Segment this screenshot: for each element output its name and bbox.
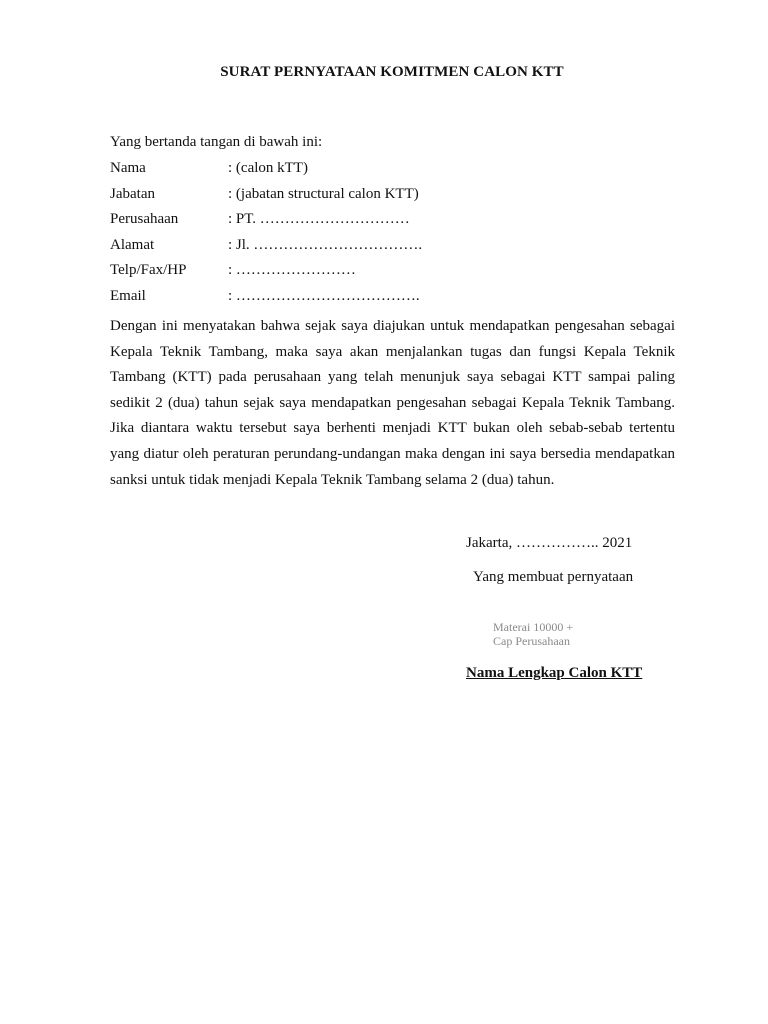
intro-text: Yang bertanda tangan di bawah ini: bbox=[110, 134, 323, 150]
field-value: : (calon kTT) bbox=[228, 160, 308, 176]
field-row-company bbox=[110, 209, 422, 235]
stamp-line: Cap Perusahaan bbox=[493, 634, 570, 648]
place-date: Jakarta, …………….. 2021 bbox=[466, 535, 633, 551]
field-row-address bbox=[110, 235, 422, 261]
field-label: Jabatan bbox=[110, 185, 155, 202]
field-row-name bbox=[110, 158, 422, 184]
field-label: Alamat bbox=[110, 236, 155, 253]
stamp-placeholder bbox=[493, 620, 573, 648]
document-title: SURAT PERNYATAAN KOMITMEN CALON KTT bbox=[220, 64, 564, 80]
field-label: Telp/Fax/HP bbox=[110, 262, 187, 278]
field-row-phone bbox=[110, 260, 422, 286]
field-value: : (jabatan structural calon KTT) bbox=[228, 185, 419, 202]
stamp-line: Materai 10000 + bbox=[493, 620, 574, 634]
field-value: : ………………………………. bbox=[228, 287, 420, 304]
field-value: : …………………… bbox=[228, 262, 356, 278]
identity-fields bbox=[110, 158, 422, 311]
field-value: : Jl. ……………………………. bbox=[228, 236, 423, 253]
field-label: Nama bbox=[110, 160, 146, 176]
field-row-position bbox=[110, 184, 422, 210]
field-label: Perusahaan bbox=[110, 211, 179, 227]
field-label: Email bbox=[110, 287, 146, 304]
field-value: : PT. ………………………… bbox=[228, 211, 410, 227]
maker-label: Yang membuat pernyataan bbox=[473, 569, 634, 585]
statement-paragraph: Dengan ini menyatakan bahwa sejak saya diajukan untuk mendapatkan pengesahan sebagai Kepala Teknik Tambang, maka saya akan menjalankan tugas dan fungsi Kepala Teknik Tambang (KTT) pada perusahaan yang telah menunjuk saya sebagai KTT sampai paling sedikit 2 (dua) tahun sejak saya mendapatkan pengesahan sebagai Kepala Teknik Tambang. Jika diantara waktu tersebut saya berhenti menjadi KTT bukan oleh sebab-sebab tertentu yang diatur oleh peraturan perundang-undangan maka dengan ini saya bersedia mendapatkan sanksi untuk tidak menjadi Kepala Teknik Tambang selama 2 (dua) tahun. bbox=[110, 318, 675, 488]
signer-name: Nama Lengkap Calon KTT bbox=[466, 665, 643, 681]
field-row-email bbox=[110, 286, 422, 312]
